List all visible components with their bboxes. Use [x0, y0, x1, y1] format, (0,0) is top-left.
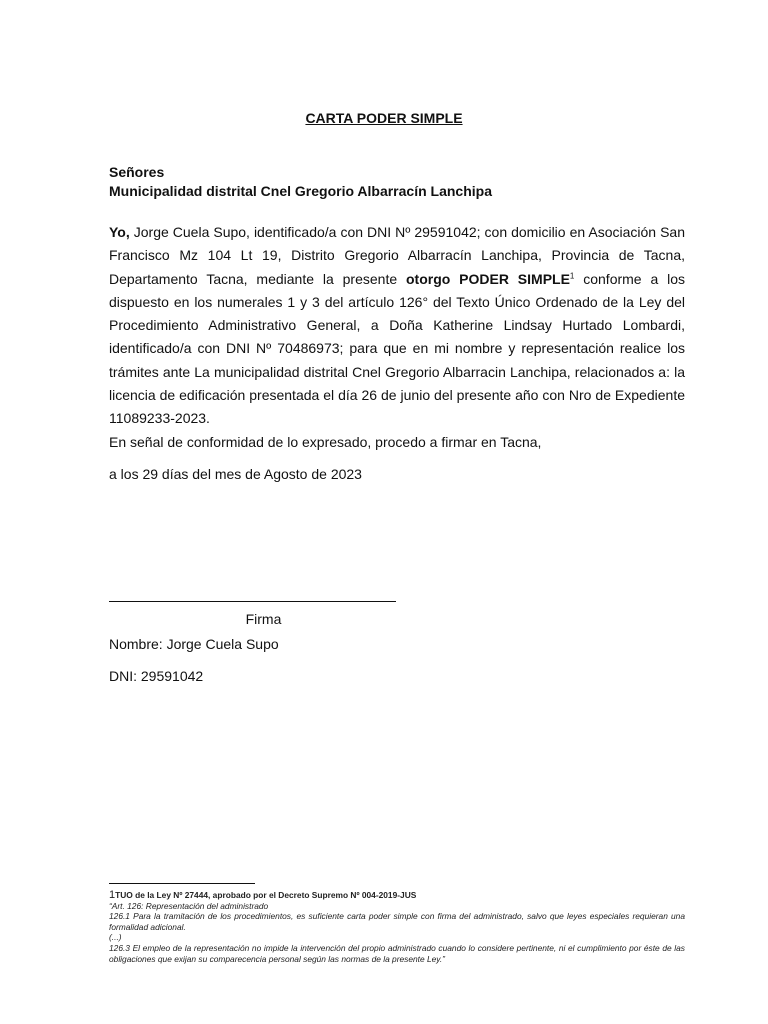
footnote	[109, 890, 685, 964]
footnote-p3: 126.3 El empleo de la representación no impide la intervención del propio administrado cuando lo considere pertinente, ni el cumplimiento por éste de las obligaciones que exijan su comparecencia personal según las normas de la presente Ley.”	[109, 942, 685, 964]
footnote-reference: 1	[569, 270, 575, 280]
body-otorgo: otorgo PODER SIMPLE	[405, 270, 570, 287]
body-yo: Yo,	[109, 224, 130, 240]
footnote-number: 1	[109, 889, 116, 901]
signer-dni: DNI: 29591042	[109, 668, 204, 684]
addressee-institution: Municipalidad distrital Cnel Gregorio Albarracín Lanchipa	[109, 183, 492, 199]
document-title: CARTA PODER SIMPLE	[305, 110, 463, 126]
footnote-separator	[109, 883, 255, 884]
footnote-ellipsis: (...)	[109, 932, 122, 943]
addressee-salutation: Señores	[109, 164, 165, 180]
conformity-paragraph: En señal de conformidad de lo expresado, procedo a firmar en Tacna,	[109, 433, 542, 450]
body-part1: Jorge Cuela Supo, identificado/a con DNI Nº 29591042; con domicilio en Asociación San Francisco Mz 104 Lt 19, Distrito Gregorio Albarracín Lanchipa, Provincia de Tacna, Departamento Tacna, mediante la presente	[109, 224, 685, 287]
footnote-heading-line	[109, 890, 685, 901]
footnote-p1: 126.1 Para la tramitación de los procedimientos, es suficiente carta poder simple con firma del administrado, salvo que leyes especiales requieran una formalidad adicional.	[109, 911, 685, 932]
signer-name: Nombre: Jorge Cuela Supo	[109, 636, 279, 652]
footnote-article: “Art. 126: Representación del administrado	[109, 900, 269, 911]
body-paragraph	[109, 221, 685, 431]
letter-body	[109, 221, 685, 454]
footnote-heading: TUO de la Ley Nº 27444, aprobado por el Decreto Supremo Nº 004-2019-JUS	[115, 890, 417, 900]
signature-label: Firma	[245, 611, 282, 627]
closing-date: a los 29 días del mes de Agosto de 2023	[109, 466, 362, 482]
body-part2: conforme a los dispuesto en los numerales 1 y 3 del artículo 126° del Texto Único Ordenado de la Ley del Procedimiento Administrativo General, a Doña Katherine Lindsay Hurtado Lombardi, identificado/a con DNI Nº 70486973; para que en mi nombre y representación realice los trámites ante La municipalidad distrital Cnel Gregorio Albarracin Lanchipa, relacionados a: la licencia de edificación presentada el día 26 de junio del presente año con Nro de Expediente 11089233-2023.	[109, 270, 685, 427]
signature-line	[109, 601, 396, 602]
addressee-block	[109, 163, 492, 201]
